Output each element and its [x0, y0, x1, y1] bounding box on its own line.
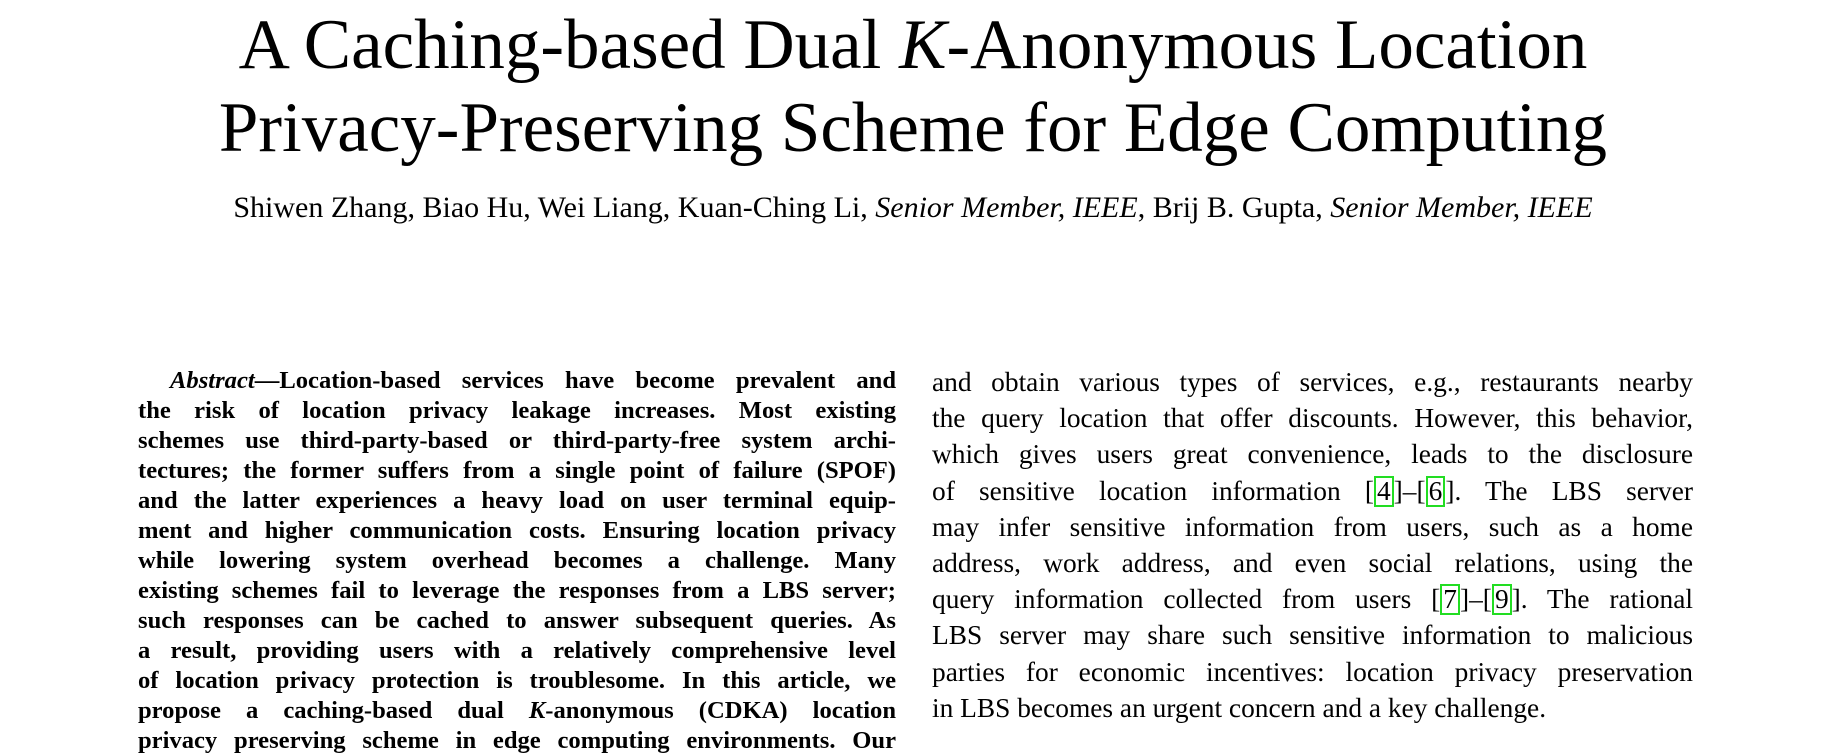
title-k-italic: K [899, 6, 947, 84]
title-line-2: Privacy-Preserving Scheme for Edge Computing [218, 89, 1608, 167]
abstract-line: such responses can be cached to answer subsequent queries. As [138, 607, 896, 634]
title-line-1 [0, 4, 1826, 87]
abstract-line: schemes use third-party-based or third-party-free system archi- [138, 427, 896, 454]
abstract-line: the risk of location privacy leakage increases. Most existing [138, 397, 896, 424]
body-line: the query location that offer discounts. However, this behavior, [932, 403, 1693, 434]
abstract-line: while lowering system overhead becomes a challenge. Many [138, 547, 896, 574]
body-line: LBS server may share such sensitive information to malicious [932, 620, 1693, 651]
title-text: A Caching-based Dual [238, 6, 900, 84]
abstract-line: ment and higher communication costs. Ensuring location privacy [138, 517, 896, 544]
body-line: and obtain various types of services, e.g., restaurants nearby [932, 367, 1693, 397]
abstract-text: —Location-based services have become prevalent and [254, 367, 896, 394]
author-names: , Brij B. Gupta, [1137, 191, 1331, 224]
body-text: ]. The LBS server [1445, 475, 1693, 506]
abstract-line: a result, providing users with a relatively comprehensive level [138, 637, 896, 664]
body-line [932, 473, 1693, 509]
citation-link[interactable]: 7 [1440, 584, 1460, 615]
abstract-label: Abstract [170, 367, 255, 394]
body-line: parties for economic incentives: location privacy preservation [932, 656, 1693, 687]
author-membership: Senior Member, IEEE [875, 191, 1138, 224]
body-text: ]–[ [1459, 584, 1492, 615]
abstract-line [138, 696, 896, 726]
citation-link[interactable]: 4 [1374, 476, 1394, 507]
citation-link[interactable]: 9 [1492, 584, 1512, 615]
abstract [138, 366, 896, 756]
abstract-text: propose a caching-based dual [138, 697, 529, 724]
title-text: -Anonymous Location [946, 6, 1588, 84]
abstract-line [138, 366, 896, 396]
abstract-line: tectures; the former suffers from a single point of failure (SPOF) [138, 457, 896, 484]
body-line [932, 581, 1693, 617]
citation-link[interactable]: 6 [1426, 476, 1446, 507]
body-text: query information collected from users [ [932, 584, 1441, 615]
abstract-text: -anonymous (CDKA) location [545, 697, 896, 724]
author-list [0, 190, 1826, 226]
abstract-line: privacy preserving scheme in edge computing environments. Our [138, 727, 896, 754]
body-line: may infer sensitive information from users, such as a home [932, 511, 1693, 542]
body-column [932, 364, 1693, 726]
paper-title [0, 4, 1826, 170]
body-line: in LBS becomes an urgent concern and a key challenge. [932, 692, 1547, 723]
abstract-line: of location privacy protection is troublesome. In this article, we [138, 667, 896, 694]
author-membership: Senior Member, IEEE [1330, 191, 1593, 224]
abstract-line: existing schemes fail to leverage the responses from a LBS server; [138, 577, 896, 604]
body-line: address, work address, and even social relations, using the [932, 548, 1693, 579]
abstract-line: and the latter experiences a heavy load on user terminal equip- [138, 487, 896, 514]
abstract-k-italic: K [528, 697, 546, 724]
author-names: Shiwen Zhang, Biao Hu, Wei Liang, Kuan-Ching Li, [233, 191, 876, 224]
body-text: ]–[ [1393, 475, 1426, 506]
body-text: of sensitive location information [ [932, 475, 1374, 506]
body-text: ]. The rational [1511, 584, 1693, 615]
body-line: which gives users great convenience, leads to the disclosure [932, 439, 1693, 470]
